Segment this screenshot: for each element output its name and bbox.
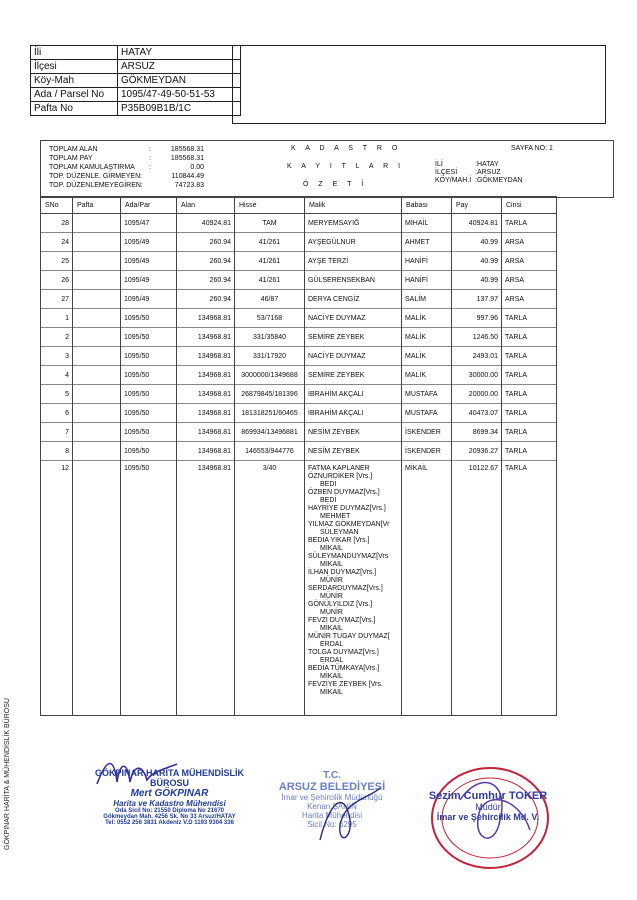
- summary-colon: :: [149, 155, 151, 162]
- cell-cins: TARLA: [502, 214, 557, 233]
- cell-ada: 1095/50: [121, 309, 177, 328]
- stamp1-reg: Oda Sicil No: 21550 Diploma No 21670: [114, 808, 225, 814]
- cell-pay: 30000.00: [452, 366, 502, 385]
- table-row: [41, 385, 557, 404]
- cell-hisse: 3/40: [235, 461, 305, 716]
- cell-sno: 5: [41, 385, 73, 404]
- summary-row: [49, 163, 204, 172]
- column-header: Pafta: [73, 197, 121, 214]
- location-key: İLİ: [435, 161, 443, 168]
- cell-pafta: [73, 461, 121, 716]
- cell-baba: MUSTAFA: [402, 385, 452, 404]
- stamp2-name: Kenan ŞAHİN: [307, 802, 357, 811]
- stamp1-name: Mert GÖKPINAR: [130, 788, 209, 799]
- cell-pafta: [73, 309, 121, 328]
- cell-alan: 260.94: [177, 233, 235, 252]
- cell-baba: AHMET: [402, 233, 452, 252]
- cell-malik: NACİYE DUYMAZ: [305, 309, 402, 328]
- summary-label: TOPLAM ALAN: [49, 146, 98, 153]
- info-key: Köy-Mah: [31, 74, 118, 88]
- info-value: ARSUZ: [118, 60, 241, 74]
- cell-ada: 1095/50: [121, 423, 177, 442]
- cell-pay: 2493.01: [452, 347, 502, 366]
- stamp1-address: Gökmeydan Mah. 4256 Sk. No 33 Arsuz/HATAY: [103, 814, 236, 820]
- cell-cins: ARSA: [502, 271, 557, 290]
- column-header: Ada/Par: [121, 197, 177, 214]
- location-value: :HATAY: [475, 161, 499, 168]
- owner-father: SÜLEYMAN: [320, 529, 359, 536]
- location-value: :GÖKMEYDAN: [475, 177, 523, 184]
- info-key: İli: [31, 46, 118, 60]
- cell-hisse: 41/261: [235, 271, 305, 290]
- location-key: KÖY/MAH.İ: [435, 177, 472, 184]
- cell-baba: HANİFİ: [402, 252, 452, 271]
- owner-father: ERDAL: [320, 641, 344, 648]
- cell-pafta: [73, 423, 121, 442]
- title-line-1: K A D A S T R O: [291, 145, 402, 152]
- owner-name: İLHAN DUYMAZ[Vrs.]: [308, 569, 377, 576]
- cell-hisse: TAM: [235, 214, 305, 233]
- stamp1-title: Harita ve Kadastro Mühendisi: [113, 799, 226, 808]
- info-value: HATAY: [118, 46, 241, 60]
- cell-cins: ARSA: [502, 252, 557, 271]
- summary-label: TOPLAM KAMULAŞTIRMA: [49, 164, 135, 171]
- cell-alan: 134968.81: [177, 328, 235, 347]
- column-header: Hisse: [235, 197, 305, 214]
- cell-ada: 1095/49: [121, 233, 177, 252]
- owner-list: [308, 465, 398, 697]
- summary-row: [49, 181, 204, 190]
- summary-row: [49, 154, 204, 163]
- engineer-stamp: [82, 768, 257, 826]
- cell-ada: 1095/47: [121, 214, 177, 233]
- cell-sno: 7: [41, 423, 73, 442]
- stamp3-dept: İmar ve Şehircilik Md. V.: [436, 812, 540, 822]
- table-row: [41, 442, 557, 461]
- summary-label: TOP. DÜZENLEMEYEGİREN:: [49, 182, 143, 189]
- cell-sno: 8: [41, 442, 73, 461]
- cell-alan: 134968.81: [177, 385, 235, 404]
- cell-hisse: 869934/13496881: [235, 423, 305, 442]
- cell-pafta: [73, 290, 121, 309]
- cell-sno: 26: [41, 271, 73, 290]
- cell-pafta: [73, 271, 121, 290]
- cell-cins: TARLA: [502, 347, 557, 366]
- cell-pay: 8699.34: [452, 423, 502, 442]
- owner-father: MÜNİR: [320, 609, 343, 616]
- info-value: P35B09B1B/1C: [118, 102, 241, 116]
- cell-alan: 260.94: [177, 290, 235, 309]
- cell-malik: AYŞE TERZİ: [305, 252, 402, 271]
- cell-alan: 40924.81: [177, 214, 235, 233]
- cell-cins: TARLA: [502, 309, 557, 328]
- owner-name: ÖZNURDİKER [Vrs.]: [308, 473, 373, 480]
- location-value: :ARSUZ: [475, 169, 501, 176]
- cell-pay: 40.99: [452, 233, 502, 252]
- stamp2-tc: T.C.: [323, 770, 341, 781]
- cell-baba: MİKAİL: [402, 461, 452, 716]
- cell-baba: HANİFİ: [402, 271, 452, 290]
- table-header-row: [41, 197, 557, 214]
- cell-baba: MİHAİL: [402, 214, 452, 233]
- cell-ada: 1095/49: [121, 290, 177, 309]
- cell-cins: TARLA: [502, 366, 557, 385]
- summary-value: 0.00: [190, 164, 204, 171]
- cell-malik: İBRAHİM AKÇALI: [305, 404, 402, 423]
- cell-malik: [305, 461, 402, 716]
- cell-baba: İSKENDER: [402, 442, 452, 461]
- cell-malik: İBRAHİM AKÇALI: [305, 385, 402, 404]
- owner-father: MEHMET: [320, 513, 351, 520]
- cell-cins: ARSA: [502, 233, 557, 252]
- side-office-text: GÖKPINAR HARİTA & MÜHENDİSLİK BÜROSU: [4, 698, 11, 850]
- cell-pay: 20936.27: [452, 442, 502, 461]
- cell-ada: 1095/50: [121, 385, 177, 404]
- cell-ada: 1095/50: [121, 461, 177, 716]
- location-row: [435, 177, 522, 185]
- owner-father: MİKAİL: [320, 673, 343, 680]
- summary-panel: [40, 140, 614, 198]
- owner-name: FEVZİYE ZEYBEK [Vrs.: [308, 681, 383, 688]
- owner-name: FEVZİ DUYMAZ[Vrs.]: [308, 617, 376, 624]
- owner-name: BEDİA YIKAR [Vrs.]: [308, 537, 370, 544]
- cell-alan: 134968.81: [177, 309, 235, 328]
- summary-row: [49, 172, 204, 181]
- cell-pay: 10122.67: [452, 461, 502, 716]
- cell-malik: NACİYE DUYMAZ: [305, 347, 402, 366]
- summary-value: 185568.31: [170, 155, 204, 162]
- owner-father: ERDAL: [320, 657, 344, 664]
- signature-2-icon: [300, 780, 390, 850]
- cell-alan: 134968.81: [177, 461, 235, 716]
- owner-father: MİKAİL: [320, 625, 343, 632]
- owner-father: MİKAİL: [320, 545, 343, 552]
- cell-hisse: 53/7168: [235, 309, 305, 328]
- cell-alan: 260.94: [177, 252, 235, 271]
- cell-malik: AYŞEGÜLNUR: [305, 233, 402, 252]
- cell-cins: TARLA: [502, 423, 557, 442]
- cell-pafta: [73, 214, 121, 233]
- table-row-multi-owner: [41, 461, 557, 716]
- owner-name: FATMA KAPLANER: [308, 465, 370, 472]
- owner-father: BEDİ: [320, 497, 337, 504]
- location-row: [435, 161, 522, 169]
- cell-hisse: 26879845/181396: [235, 385, 305, 404]
- cell-pafta: [73, 233, 121, 252]
- location-key: İLÇESİ: [435, 169, 458, 176]
- cell-cins: TARLA: [502, 385, 557, 404]
- cell-cins: TARLA: [502, 328, 557, 347]
- table-row: [41, 271, 557, 290]
- stamp2-municipality: ARSUZ BELEDİYESİ: [278, 781, 386, 793]
- title-line-3: Ö Z E T İ: [303, 181, 368, 188]
- owner-father: MÜNİR: [320, 577, 343, 584]
- cell-pay: 40924.81: [452, 214, 502, 233]
- parcel-info-blank-box: [232, 45, 606, 124]
- cell-alan: 134968.81: [177, 347, 235, 366]
- cell-malik: NESİM ZEYBEK: [305, 442, 402, 461]
- table-row: [41, 214, 557, 233]
- cell-hisse: 46/87: [235, 290, 305, 309]
- cell-sno: 27: [41, 290, 73, 309]
- table-row: [41, 290, 557, 309]
- cell-sno: 28: [41, 214, 73, 233]
- table-row: [41, 328, 557, 347]
- cell-pafta: [73, 385, 121, 404]
- owner-name: SÜLEYMANDUYMAZ[Vrs: [308, 553, 389, 560]
- cell-pafta: [73, 366, 121, 385]
- cell-baba: MALİK: [402, 328, 452, 347]
- cell-sno: 4: [41, 366, 73, 385]
- cell-cins: TARLA: [502, 404, 557, 423]
- title-line-2: K A Y I T L A R I: [287, 163, 405, 170]
- table-row: [41, 404, 557, 423]
- cell-hisse: 41/261: [235, 252, 305, 271]
- cell-sno: 6: [41, 404, 73, 423]
- stamp3-name: Sezim Cumhur TOKER: [428, 790, 548, 802]
- cell-cins: TARLA: [502, 442, 557, 461]
- cell-baba: MALİK: [402, 366, 452, 385]
- info-key: İlçesi: [31, 60, 118, 74]
- parcel-info-table: [30, 45, 241, 116]
- stamp1-office: GÖKPINAR HARİTA MÜHENDİSLİK BÜROSU: [95, 768, 244, 788]
- cell-malik: NESİM ZEYBEK: [305, 423, 402, 442]
- owner-father: MÜNİR: [320, 593, 343, 600]
- cell-ada: 1095/50: [121, 347, 177, 366]
- cell-alan: 134968.81: [177, 366, 235, 385]
- summary-label: TOP. DÜZENLE. GİRMEYEN:: [49, 173, 143, 180]
- cell-baba: MALİK: [402, 347, 452, 366]
- cell-pay: 40.99: [452, 252, 502, 271]
- cell-pay: 137.97: [452, 290, 502, 309]
- owner-name: MÜNİR TUGAY DUYMAZ[: [308, 633, 390, 640]
- cell-baba: MALİK: [402, 309, 452, 328]
- table-row: [41, 309, 557, 328]
- cell-hisse: 331/35840: [235, 328, 305, 347]
- owner-father: MİKAİL: [320, 561, 343, 568]
- cell-hisse: 331/17920: [235, 347, 305, 366]
- cell-pafta: [73, 442, 121, 461]
- summary-value: 185568.31: [170, 146, 204, 153]
- summary-colon: :: [149, 146, 151, 153]
- info-value: 1095/47-49-50-51-53: [118, 88, 241, 102]
- column-header: Babası: [402, 197, 452, 214]
- cell-sno: 3: [41, 347, 73, 366]
- cell-hisse: 181318251/60465: [235, 404, 305, 423]
- location-row: [435, 169, 522, 177]
- cell-pay: 40.99: [452, 271, 502, 290]
- cadastre-table: [40, 196, 557, 716]
- owner-name: BEDİA TÜMKAYA[Vrs.]: [308, 665, 380, 672]
- stamp1-phone: Tel: 0552 256 3831 Akdeniz V.D 1193 9304 336: [105, 820, 234, 826]
- cell-baba: MUSTAFA: [402, 404, 452, 423]
- stamp3-role: Müdür: [475, 802, 501, 812]
- info-row: [31, 60, 241, 74]
- stamp2-title: Harita Mühendisi: [301, 811, 363, 820]
- director-stamp: [418, 790, 558, 822]
- cell-sno: 2: [41, 328, 73, 347]
- cell-malik: GÜLSERENSEKBAN: [305, 271, 402, 290]
- cell-cins: ARSA: [502, 290, 557, 309]
- info-row: [31, 74, 241, 88]
- owner-father: MİKAİL: [320, 689, 343, 696]
- cell-malik: MERYEMSAYIĞ: [305, 214, 402, 233]
- column-header: Malik: [305, 197, 402, 214]
- cell-alan: 134968.81: [177, 404, 235, 423]
- cell-ada: 1095/49: [121, 271, 177, 290]
- cell-pafta: [73, 252, 121, 271]
- table-row: [41, 366, 557, 385]
- table-row: [41, 423, 557, 442]
- stamp2-reg: Sicil No: 6295: [307, 820, 357, 829]
- summary-colon: :: [149, 164, 151, 171]
- info-row: [31, 46, 241, 60]
- cell-baba: İSKENDER: [402, 423, 452, 442]
- cell-alan: 134968.81: [177, 423, 235, 442]
- cell-pay: 20000.00: [452, 385, 502, 404]
- owner-name: GÖNÜLYILDIZ [Vrs.]: [308, 601, 373, 608]
- table-row: [41, 233, 557, 252]
- column-header: SNo: [41, 197, 73, 214]
- cell-pay: 997.96: [452, 309, 502, 328]
- column-header: Cinsi: [502, 197, 557, 214]
- cell-malik: SEMİRE ZEYBEK: [305, 366, 402, 385]
- cell-pafta: [73, 347, 121, 366]
- cell-malik: DERYA CENGİZ: [305, 290, 402, 309]
- summary-totals: [49, 145, 204, 190]
- info-key: Ada / Parsel No: [31, 88, 118, 102]
- summary-value: 74723.83: [174, 182, 204, 189]
- owner-name: HAYRİYE DUYMAZ[Vrs.]: [308, 505, 386, 512]
- cell-pay: 1246.50: [452, 328, 502, 347]
- cell-ada: 1095/50: [121, 442, 177, 461]
- cell-sno: 12: [41, 461, 73, 716]
- info-value: GÖKMEYDAN: [118, 74, 241, 88]
- owner-name: SERDARDUYMAZ[Vrs.]: [308, 585, 383, 592]
- summary-label: TOPLAM PAY: [49, 155, 93, 162]
- cell-ada: 1095/50: [121, 328, 177, 347]
- cell-pay: 40473.07: [452, 404, 502, 423]
- cell-sno: 25: [41, 252, 73, 271]
- cell-pafta: [73, 404, 121, 423]
- cell-ada: 1095/49: [121, 252, 177, 271]
- cell-sno: 1: [41, 309, 73, 328]
- location-block: [435, 161, 522, 185]
- cell-sno: 24: [41, 233, 73, 252]
- page-number: SAYFA NO: 1: [511, 145, 553, 152]
- cell-alan: 134968.81: [177, 442, 235, 461]
- cell-baba: SALİM: [402, 290, 452, 309]
- summary-value: 110844.49: [171, 173, 204, 180]
- owner-father: BEDİ: [320, 481, 337, 488]
- cell-hisse: 3000000/1349688: [235, 366, 305, 385]
- owner-name: ÖZBEN DUYMAZ[Vrs.]: [308, 489, 380, 496]
- table-row: [41, 347, 557, 366]
- cell-ada: 1095/50: [121, 366, 177, 385]
- cell-pafta: [73, 328, 121, 347]
- stamp2-dept: İmar ve Şehircilik Müdürlüğü: [281, 793, 383, 802]
- summary-row: [49, 145, 204, 154]
- info-key: Pafta No: [31, 102, 118, 116]
- column-header: Pay: [452, 197, 502, 214]
- cell-alan: 260.94: [177, 271, 235, 290]
- info-row: [31, 102, 241, 116]
- cell-malik: SEMİRE ZEYBEK: [305, 328, 402, 347]
- info-row: [31, 88, 241, 102]
- owner-name: YILMAZ GÖKMEYDAN[Vr: [308, 521, 390, 528]
- cell-hisse: 41/261: [235, 233, 305, 252]
- cell-cins: TARLA: [502, 461, 557, 716]
- cell-ada: 1095/50: [121, 404, 177, 423]
- cell-hisse: 146553/944776: [235, 442, 305, 461]
- owner-name: TOLGA DUYMAZ[Vrs.]: [308, 649, 379, 656]
- table-row: [41, 252, 557, 271]
- column-header: Alan: [177, 197, 235, 214]
